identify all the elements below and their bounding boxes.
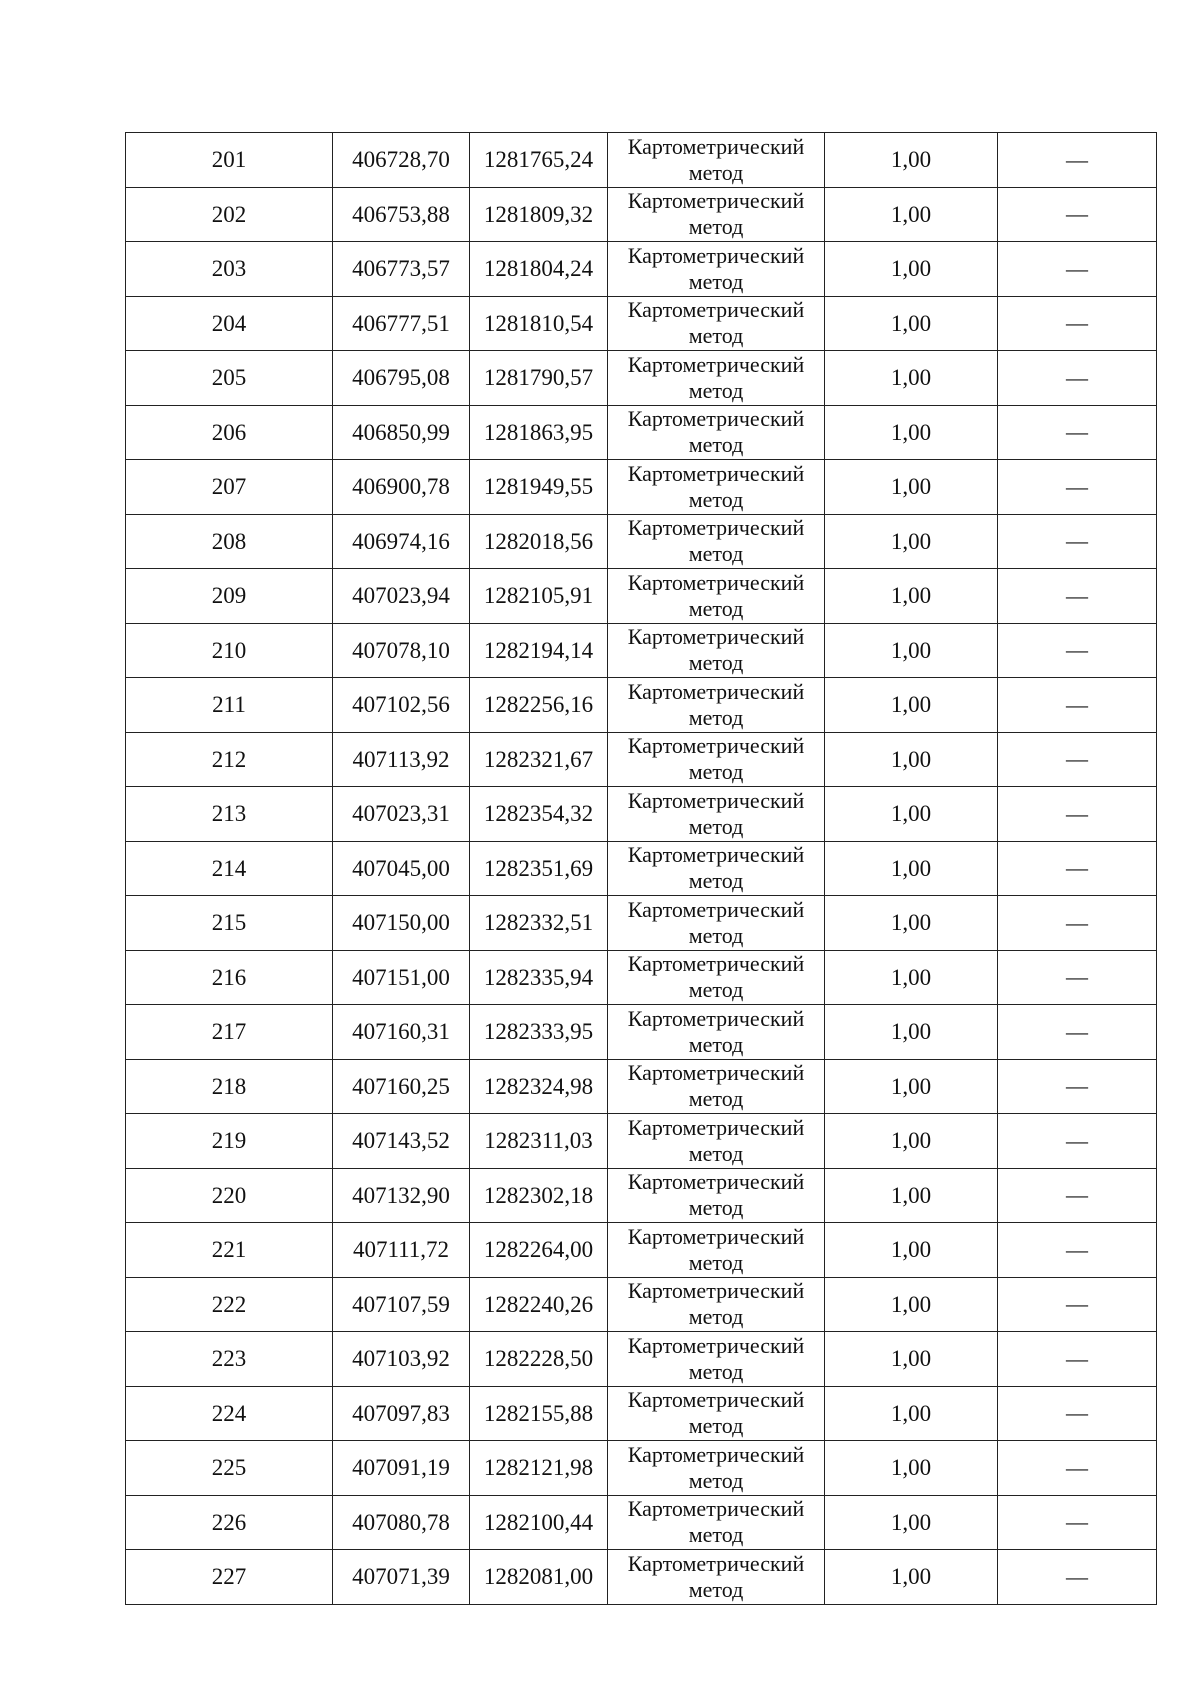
y-coordinate-cell: 1281790,57 <box>470 351 608 406</box>
point-number-cell: 208 <box>126 514 333 569</box>
method-line-2: метод <box>688 1140 744 1166</box>
note-cell: — <box>998 1550 1157 1605</box>
point-number-cell: 215 <box>126 896 333 951</box>
accuracy-cell: 1,00 <box>825 514 998 569</box>
method-cell <box>608 187 825 242</box>
point-number-cell: 202 <box>126 187 333 242</box>
point-number-cell: 217 <box>126 1005 333 1060</box>
accuracy-cell: 1,00 <box>825 405 998 460</box>
method-cell <box>608 1168 825 1223</box>
accuracy-cell: 1,00 <box>825 732 998 787</box>
note-cell: — <box>998 678 1157 733</box>
method-line-1: Картометрический <box>627 1550 805 1576</box>
accuracy-cell: 1,00 <box>825 1223 998 1278</box>
point-number-cell: 222 <box>126 1277 333 1332</box>
accuracy-cell: 1,00 <box>825 1168 998 1223</box>
method-cell <box>608 242 825 297</box>
y-coordinate-cell: 1281949,55 <box>470 460 608 515</box>
point-number-cell: 213 <box>126 787 333 842</box>
note-cell: — <box>998 405 1157 460</box>
method-cell <box>608 732 825 787</box>
point-number-cell: 227 <box>126 1550 333 1605</box>
method-line-1: Картометрический <box>627 624 805 650</box>
method-line-1: Картометрический <box>627 1441 805 1467</box>
note-cell: — <box>998 133 1157 188</box>
y-coordinate-cell: 1282194,14 <box>470 623 608 678</box>
method-cell <box>608 1223 825 1278</box>
method-line-2: метод <box>688 1522 744 1548</box>
x-coordinate-cell: 406753,88 <box>333 187 470 242</box>
method-cell <box>608 896 825 951</box>
x-coordinate-cell: 407111,72 <box>333 1223 470 1278</box>
method-line-1: Картометрический <box>627 1496 805 1522</box>
note-cell: — <box>998 732 1157 787</box>
table-row <box>126 569 1157 624</box>
method-line-1: Картометрический <box>627 678 805 704</box>
table-row <box>126 1386 1157 1441</box>
table-row <box>126 896 1157 951</box>
method-line-1: Картометрический <box>627 133 805 159</box>
method-line-1: Картометрический <box>627 842 805 868</box>
method-line-2: метод <box>688 1086 744 1112</box>
note-cell: — <box>998 623 1157 678</box>
table-row <box>126 678 1157 733</box>
method-cell <box>608 514 825 569</box>
x-coordinate-cell: 406900,78 <box>333 460 470 515</box>
table-row <box>126 732 1157 787</box>
accuracy-cell: 1,00 <box>825 460 998 515</box>
point-number-cell: 214 <box>126 841 333 896</box>
table-row <box>126 1168 1157 1223</box>
point-number-cell: 211 <box>126 678 333 733</box>
y-coordinate-cell: 1282240,26 <box>470 1277 608 1332</box>
method-line-1: Картометрический <box>627 1005 805 1031</box>
method-line-2: метод <box>688 377 744 403</box>
method-line-1: Картометрический <box>627 569 805 595</box>
note-cell: — <box>998 1059 1157 1114</box>
method-line-2: метод <box>688 1467 744 1493</box>
x-coordinate-cell: 407113,92 <box>333 732 470 787</box>
table-row <box>126 1114 1157 1169</box>
table-row <box>126 187 1157 242</box>
point-number-cell: 218 <box>126 1059 333 1114</box>
point-number-cell: 203 <box>126 242 333 297</box>
table-row <box>126 841 1157 896</box>
x-coordinate-cell: 406773,57 <box>333 242 470 297</box>
y-coordinate-cell: 1282256,16 <box>470 678 608 733</box>
point-number-cell: 216 <box>126 950 333 1005</box>
x-coordinate-cell: 407160,31 <box>333 1005 470 1060</box>
method-cell <box>608 133 825 188</box>
point-number-cell: 204 <box>126 296 333 351</box>
method-cell <box>608 569 825 624</box>
method-line-2: метод <box>688 159 744 185</box>
x-coordinate-cell: 407103,92 <box>333 1332 470 1387</box>
x-coordinate-cell: 407023,31 <box>333 787 470 842</box>
x-coordinate-cell: 407091,19 <box>333 1441 470 1496</box>
accuracy-cell: 1,00 <box>825 1114 998 1169</box>
note-cell: — <box>998 296 1157 351</box>
y-coordinate-cell: 1282311,03 <box>470 1114 608 1169</box>
method-line-2: метод <box>688 1195 744 1221</box>
method-cell <box>608 351 825 406</box>
table-row <box>126 787 1157 842</box>
y-coordinate-cell: 1282332,51 <box>470 896 608 951</box>
note-cell: — <box>998 460 1157 515</box>
point-number-cell: 223 <box>126 1332 333 1387</box>
method-line-2: метод <box>688 595 744 621</box>
table-row <box>126 1332 1157 1387</box>
note-cell: — <box>998 1386 1157 1441</box>
note-cell: — <box>998 896 1157 951</box>
table-row <box>126 460 1157 515</box>
method-line-1: Картометрический <box>627 515 805 541</box>
method-line-2: метод <box>688 323 744 349</box>
y-coordinate-cell: 1282121,98 <box>470 1441 608 1496</box>
x-coordinate-cell: 406728,70 <box>333 133 470 188</box>
y-coordinate-cell: 1281804,24 <box>470 242 608 297</box>
point-number-cell: 225 <box>126 1441 333 1496</box>
note-cell: — <box>998 1441 1157 1496</box>
method-line-2: метод <box>688 813 744 839</box>
y-coordinate-cell: 1282302,18 <box>470 1168 608 1223</box>
point-number-cell: 224 <box>126 1386 333 1441</box>
note-cell: — <box>998 1332 1157 1387</box>
method-line-2: метод <box>688 759 744 785</box>
x-coordinate-cell: 407071,39 <box>333 1550 470 1605</box>
method-line-2: метод <box>688 432 744 458</box>
method-line-1: Картометрический <box>627 1114 805 1140</box>
y-coordinate-cell: 1281809,32 <box>470 187 608 242</box>
x-coordinate-cell: 406777,51 <box>333 296 470 351</box>
note-cell: — <box>998 1277 1157 1332</box>
x-coordinate-cell: 407080,78 <box>333 1495 470 1550</box>
x-coordinate-cell: 406795,08 <box>333 351 470 406</box>
accuracy-cell: 1,00 <box>825 1005 998 1060</box>
y-coordinate-cell: 1282018,56 <box>470 514 608 569</box>
table-row <box>126 1495 1157 1550</box>
table-row <box>126 1223 1157 1278</box>
coordinates-table-body <box>126 133 1157 1605</box>
y-coordinate-cell: 1282105,91 <box>470 569 608 624</box>
note-cell: — <box>998 242 1157 297</box>
y-coordinate-cell: 1282354,32 <box>470 787 608 842</box>
accuracy-cell: 1,00 <box>825 351 998 406</box>
x-coordinate-cell: 407143,52 <box>333 1114 470 1169</box>
method-cell <box>608 1495 825 1550</box>
method-line-1: Картометрический <box>627 297 805 323</box>
method-cell <box>608 1059 825 1114</box>
note-cell: — <box>998 787 1157 842</box>
y-coordinate-cell: 1282100,44 <box>470 1495 608 1550</box>
method-line-2: метод <box>688 977 744 1003</box>
x-coordinate-cell: 407150,00 <box>333 896 470 951</box>
table-row <box>126 1005 1157 1060</box>
y-coordinate-cell: 1282333,95 <box>470 1005 608 1060</box>
x-coordinate-cell: 406850,99 <box>333 405 470 460</box>
method-cell <box>608 1277 825 1332</box>
method-line-1: Картометрический <box>627 242 805 268</box>
table-row <box>126 133 1157 188</box>
table-row <box>126 1059 1157 1114</box>
x-coordinate-cell: 407097,83 <box>333 1386 470 1441</box>
method-cell <box>608 841 825 896</box>
accuracy-cell: 1,00 <box>825 1386 998 1441</box>
x-coordinate-cell: 407102,56 <box>333 678 470 733</box>
table-row <box>126 242 1157 297</box>
method-line-1: Картометрический <box>627 787 805 813</box>
table-row <box>126 405 1157 460</box>
method-cell <box>608 623 825 678</box>
x-coordinate-cell: 407045,00 <box>333 841 470 896</box>
table-row <box>126 623 1157 678</box>
method-line-1: Картометрический <box>627 406 805 432</box>
method-line-2: метод <box>688 922 744 948</box>
accuracy-cell: 1,00 <box>825 1277 998 1332</box>
method-line-1: Картометрический <box>627 460 805 486</box>
method-line-2: метод <box>688 486 744 512</box>
note-cell: — <box>998 514 1157 569</box>
x-coordinate-cell: 407160,25 <box>333 1059 470 1114</box>
point-number-cell: 220 <box>126 1168 333 1223</box>
x-coordinate-cell: 407107,59 <box>333 1277 470 1332</box>
method-cell <box>608 296 825 351</box>
note-cell: — <box>998 1223 1157 1278</box>
table-row <box>126 296 1157 351</box>
method-cell <box>608 787 825 842</box>
method-line-2: метод <box>688 1249 744 1275</box>
x-coordinate-cell: 407132,90 <box>333 1168 470 1223</box>
x-coordinate-cell: 407023,94 <box>333 569 470 624</box>
accuracy-cell: 1,00 <box>825 1495 998 1550</box>
method-cell <box>608 405 825 460</box>
y-coordinate-cell: 1282228,50 <box>470 1332 608 1387</box>
accuracy-cell: 1,00 <box>825 896 998 951</box>
accuracy-cell: 1,00 <box>825 841 998 896</box>
method-line-2: метод <box>688 650 744 676</box>
method-line-2: метод <box>688 704 744 730</box>
point-number-cell: 201 <box>126 133 333 188</box>
x-coordinate-cell: 406974,16 <box>333 514 470 569</box>
point-number-cell: 207 <box>126 460 333 515</box>
accuracy-cell: 1,00 <box>825 133 998 188</box>
accuracy-cell: 1,00 <box>825 296 998 351</box>
method-line-2: метод <box>688 1304 744 1330</box>
method-line-2: метод <box>688 1413 744 1439</box>
note-cell: — <box>998 569 1157 624</box>
method-line-1: Картометрический <box>627 1169 805 1195</box>
method-line-2: метод <box>688 1031 744 1057</box>
coordinates-table <box>125 132 1157 1605</box>
table-row <box>126 950 1157 1005</box>
method-cell <box>608 1550 825 1605</box>
point-number-cell: 209 <box>126 569 333 624</box>
y-coordinate-cell: 1282264,00 <box>470 1223 608 1278</box>
y-coordinate-cell: 1281863,95 <box>470 405 608 460</box>
point-number-cell: 210 <box>126 623 333 678</box>
note-cell: — <box>998 1495 1157 1550</box>
method-line-1: Картометрический <box>627 733 805 759</box>
accuracy-cell: 1,00 <box>825 623 998 678</box>
accuracy-cell: 1,00 <box>825 242 998 297</box>
method-line-1: Картометрический <box>627 1387 805 1413</box>
method-line-1: Картометрический <box>627 951 805 977</box>
accuracy-cell: 1,00 <box>825 787 998 842</box>
table-row <box>126 1277 1157 1332</box>
method-line-1: Картометрический <box>627 1332 805 1358</box>
method-line-1: Картометрический <box>627 188 805 214</box>
method-cell <box>608 1386 825 1441</box>
table-row <box>126 1441 1157 1496</box>
accuracy-cell: 1,00 <box>825 950 998 1005</box>
note-cell: — <box>998 1005 1157 1060</box>
note-cell: — <box>998 1114 1157 1169</box>
point-number-cell: 205 <box>126 351 333 406</box>
y-coordinate-cell: 1282081,00 <box>470 1550 608 1605</box>
method-line-2: метод <box>688 214 744 240</box>
table-row <box>126 514 1157 569</box>
note-cell: — <box>998 351 1157 406</box>
table-row <box>126 351 1157 406</box>
point-number-cell: 219 <box>126 1114 333 1169</box>
note-cell: — <box>998 841 1157 896</box>
y-coordinate-cell: 1282155,88 <box>470 1386 608 1441</box>
method-line-2: метод <box>688 1358 744 1384</box>
method-line-1: Картометрический <box>627 1278 805 1304</box>
accuracy-cell: 1,00 <box>825 1059 998 1114</box>
y-coordinate-cell: 1282324,98 <box>470 1059 608 1114</box>
method-cell <box>608 950 825 1005</box>
note-cell: — <box>998 187 1157 242</box>
accuracy-cell: 1,00 <box>825 1332 998 1387</box>
y-coordinate-cell: 1282335,94 <box>470 950 608 1005</box>
note-cell: — <box>998 1168 1157 1223</box>
method-line-1: Картометрический <box>627 1060 805 1086</box>
point-number-cell: 206 <box>126 405 333 460</box>
method-line-1: Картометрический <box>627 1223 805 1249</box>
accuracy-cell: 1,00 <box>825 187 998 242</box>
accuracy-cell: 1,00 <box>825 1550 998 1605</box>
method-cell <box>608 1332 825 1387</box>
y-coordinate-cell: 1281765,24 <box>470 133 608 188</box>
note-cell: — <box>998 950 1157 1005</box>
method-cell <box>608 678 825 733</box>
y-coordinate-cell: 1282321,67 <box>470 732 608 787</box>
method-line-2: метод <box>688 868 744 894</box>
method-line-2: метод <box>688 268 744 294</box>
x-coordinate-cell: 407151,00 <box>333 950 470 1005</box>
method-line-2: метод <box>688 541 744 567</box>
method-line-1: Картометрический <box>627 896 805 922</box>
table-row <box>126 1550 1157 1605</box>
method-cell <box>608 1114 825 1169</box>
point-number-cell: 212 <box>126 732 333 787</box>
y-coordinate-cell: 1281810,54 <box>470 296 608 351</box>
point-number-cell: 226 <box>126 1495 333 1550</box>
method-cell <box>608 1005 825 1060</box>
method-cell <box>608 460 825 515</box>
accuracy-cell: 1,00 <box>825 569 998 624</box>
method-line-2: метод <box>688 1576 744 1602</box>
accuracy-cell: 1,00 <box>825 678 998 733</box>
x-coordinate-cell: 407078,10 <box>333 623 470 678</box>
method-line-1: Картометрический <box>627 351 805 377</box>
method-cell <box>608 1441 825 1496</box>
y-coordinate-cell: 1282351,69 <box>470 841 608 896</box>
point-number-cell: 221 <box>126 1223 333 1278</box>
accuracy-cell: 1,00 <box>825 1441 998 1496</box>
